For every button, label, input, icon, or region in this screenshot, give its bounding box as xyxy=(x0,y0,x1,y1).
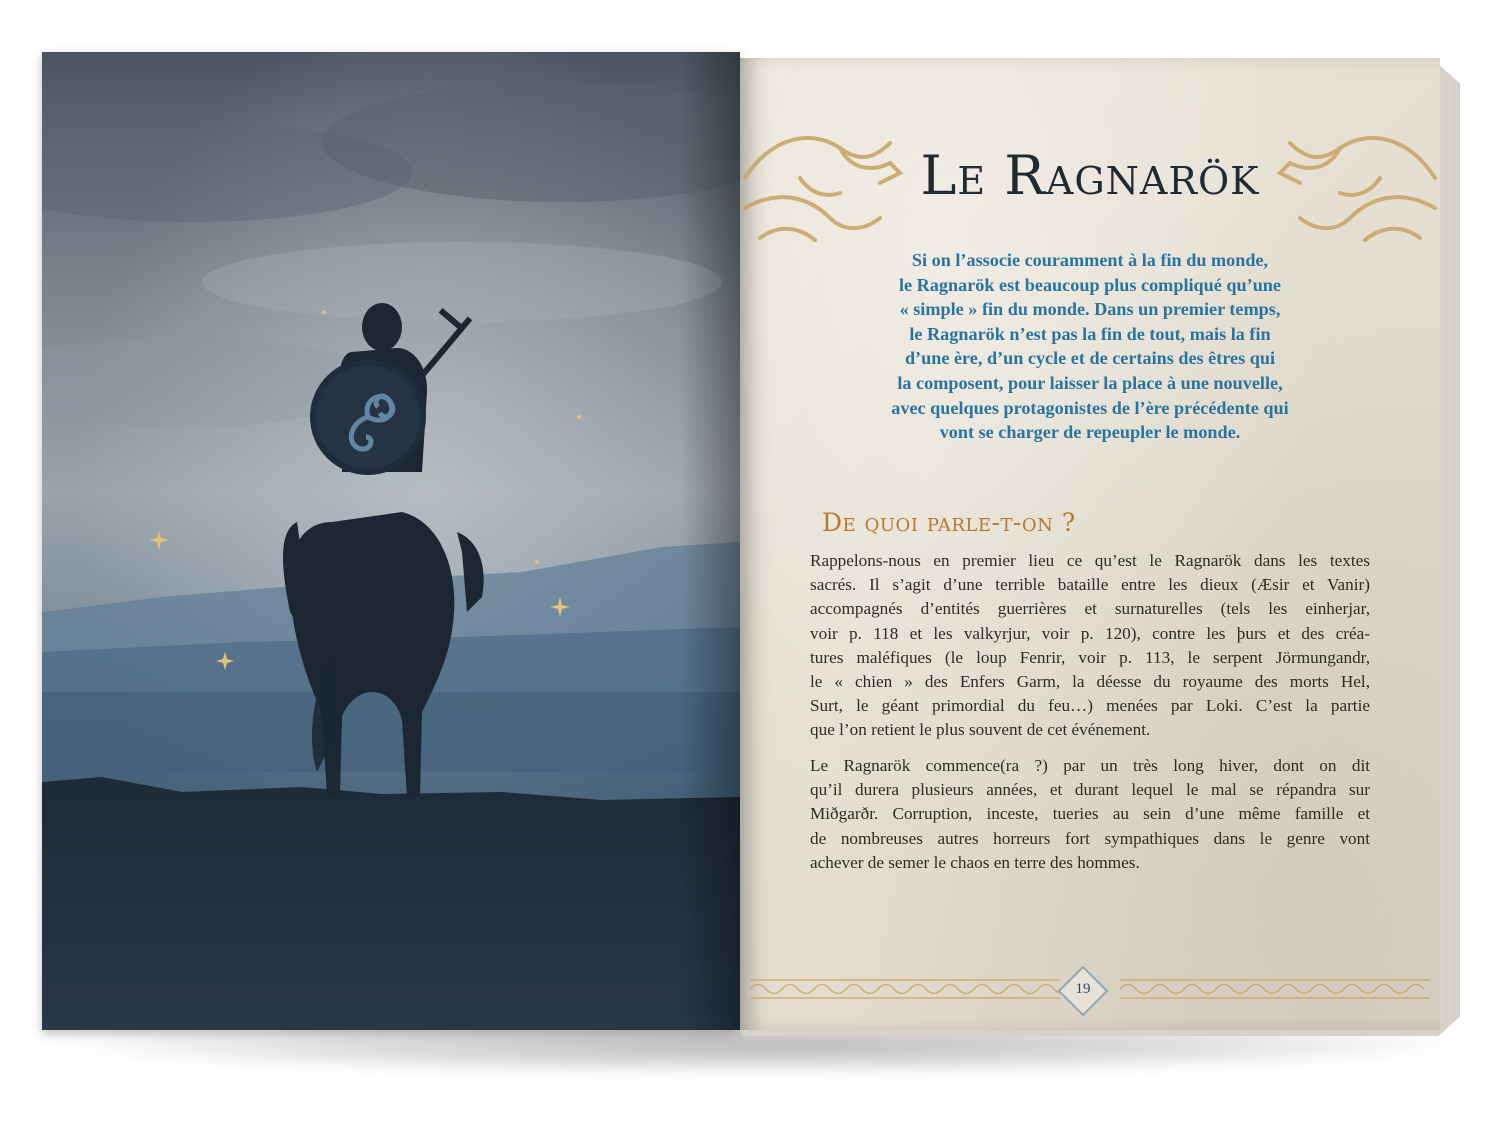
body-line: tures maléfiques (le loup Fenrir, voir p. 113, le serpent Jörmungandr, xyxy=(810,647,1370,667)
body-paragraph-1 xyxy=(810,549,1370,743)
body-line: Surt, le géant primordial du feu…) menées par Loki. C’est la partie xyxy=(810,696,1370,716)
intro-line: la composent, pour laisser la place à une nouvelle, xyxy=(897,372,1283,393)
body-line: Miðgarðr. Corruption, inceste, tueries au sein d’une même famille et xyxy=(810,804,1370,824)
body-line: Rappelons-nous en premier lieu ce qu’est le Ragnarök dans les textes xyxy=(810,551,1370,570)
intro-line: Si on l’associe couramment à la fin du monde, xyxy=(911,250,1269,270)
rider-on-horseback-icon xyxy=(42,52,740,1030)
page-number: 19 xyxy=(1075,981,1091,997)
body-paragraph-2 xyxy=(810,754,1370,875)
body-line: qu’il durera plusieurs années, et durant lequel le mal se répandra sur xyxy=(810,780,1370,800)
body-line: achever de semer le chaos en terre des hommes. xyxy=(810,852,1140,872)
intro-line: « simple » fin du monde. Dans un premier temps, xyxy=(899,299,1281,320)
body-line: voir p. 118 et les valkyrjur, voir p. 120), contre les þurs et des créa- xyxy=(810,623,1370,643)
body-line: que l’on retient le plus souvent de cet événement. xyxy=(810,720,1151,740)
intro-line: le Ragnarök n’est pas la fin de tout, mais la fin xyxy=(909,323,1271,344)
section-heading: De quoi parle-t-on ? xyxy=(822,508,1076,537)
intro-line: avec quelques protagonistes de l’ère précédente qui xyxy=(891,397,1289,418)
right-page xyxy=(740,58,1440,1030)
body-line: sacrés. Il s’agit d’une terrible bataille entre les dieux (Æsir et Vanir) xyxy=(810,575,1370,595)
intro-line: d’une ère, d’un cycle et de certains des êtres qui xyxy=(904,348,1276,369)
intro-paragraph xyxy=(850,248,1330,445)
left-page-photo xyxy=(42,52,740,1030)
body-line: Le Ragnarök commence(ra ?) par un très long hiver, dont on dit xyxy=(810,756,1370,775)
intro-line: le Ragnarök est beaucoup plus compliqué qu’une xyxy=(898,274,1281,295)
body-line: de nombreuses autres horreurs fort sympathiques dans le genre vont xyxy=(810,828,1370,848)
body-line: accompagnés d’entités guerrières et surnaturelles (tels les einherjar, xyxy=(810,599,1370,619)
body-line: le « chien » des Enfers Garm, la déesse du royaume des morts Hel, xyxy=(810,672,1370,692)
intro-line: vont se charger de repeupler le monde. xyxy=(939,422,1241,443)
page-title: Le Ragnarök xyxy=(920,144,1260,207)
